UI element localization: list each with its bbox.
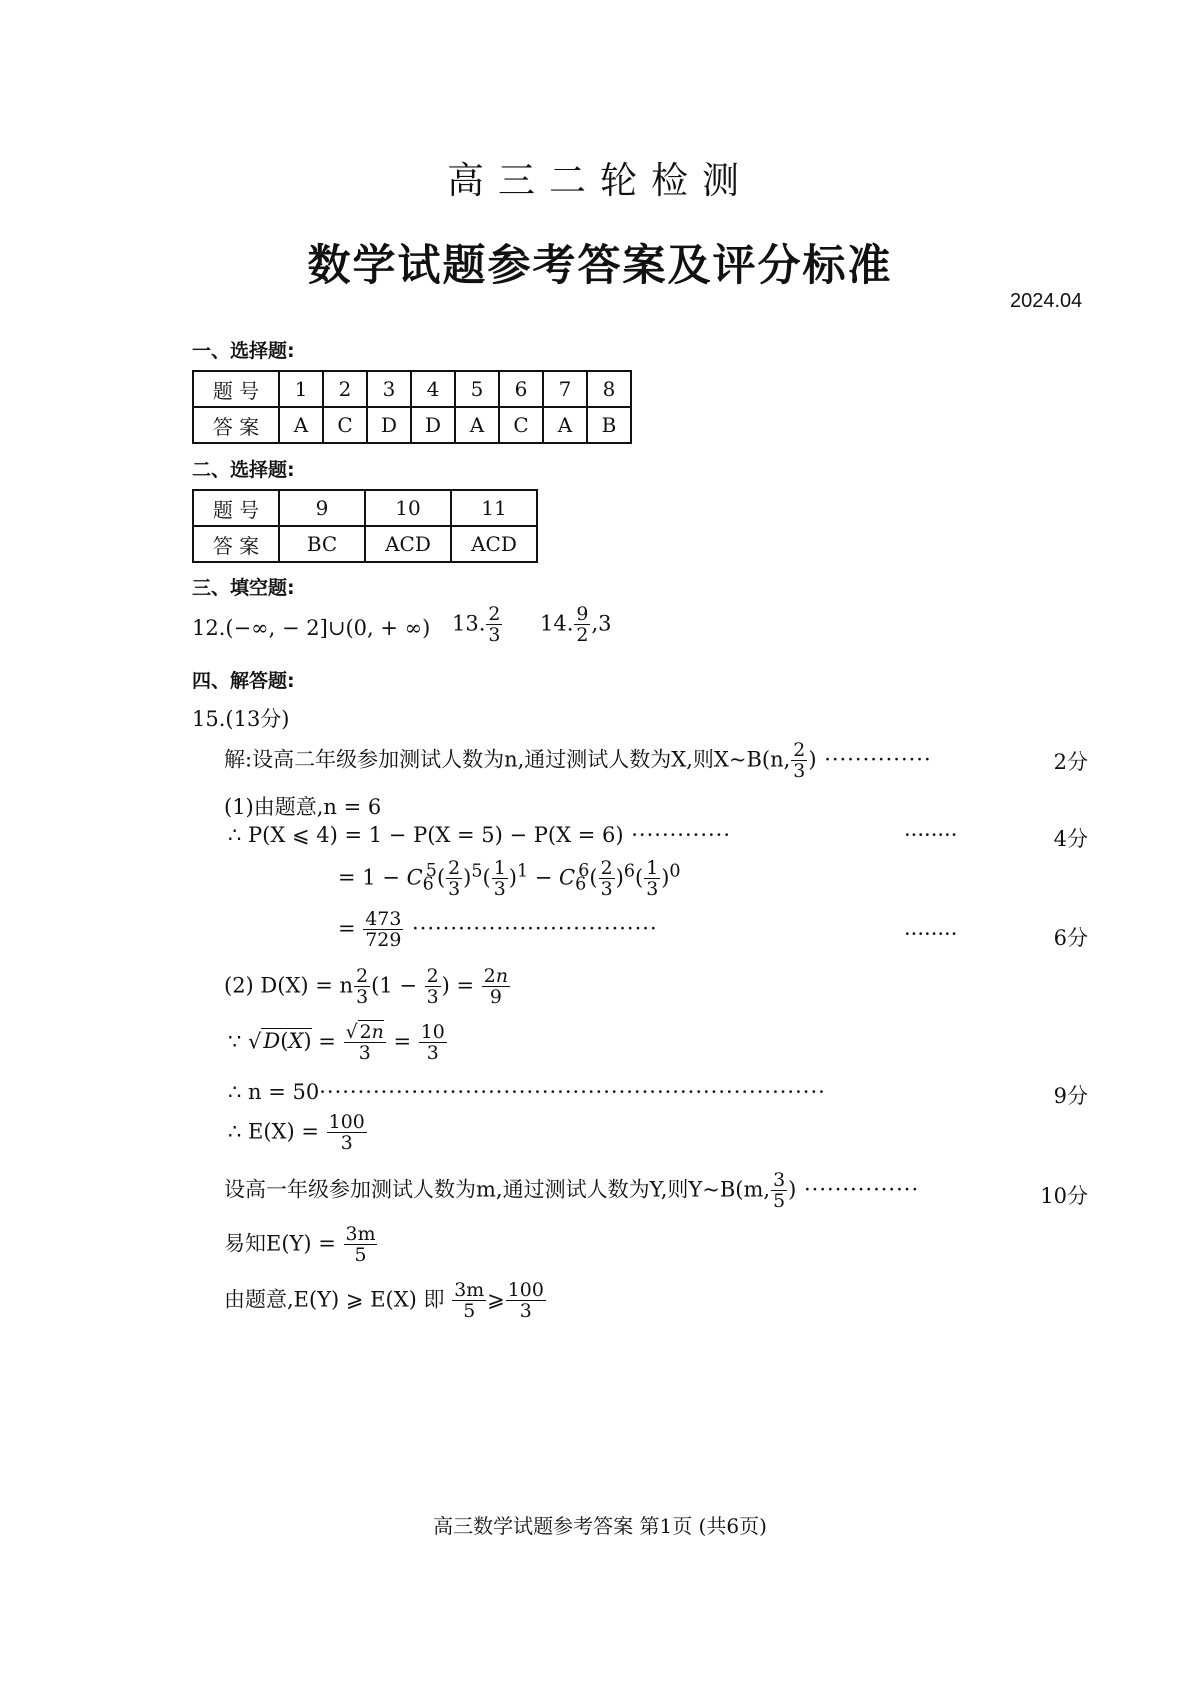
answer-cell: ACD: [365, 526, 451, 562]
question-number: 9: [279, 490, 365, 526]
dot-leader: ········: [904, 922, 958, 946]
exam-date: 2024.04: [1010, 290, 1083, 312]
section-heading-solutions: 四、解答题:: [192, 670, 295, 692]
sqrt-expression: ∵ √D(X) = $\frac{√ 2n}{3}$ = $\frac{10}{3}$: [228, 1021, 445, 1065]
section-heading-multi-choice: 二、选择题:: [192, 459, 295, 481]
answer-cell: ACD: [451, 526, 537, 562]
fraction: $\frac{473}{729}$: [365, 908, 402, 952]
page-title: 高三二轮检测: [447, 159, 753, 202]
solution-line: ∴ P(X ⩽ 4) = 1 − P(X = 5) − P(X = 6) ·············: [228, 823, 732, 847]
score-mark: 4分: [1053, 827, 1088, 851]
q14-suffix: ,3: [591, 611, 612, 636]
answer-cell: A: [279, 407, 323, 443]
answer-table-1: [192, 370, 632, 444]
question-number: 7: [543, 371, 587, 407]
part-1-label: (1)由题意,n = 6: [224, 795, 382, 819]
row-label: 题 号: [193, 371, 279, 407]
question-number: 11: [451, 490, 537, 526]
page-subtitle: 数学试题参考答案及评分标准: [307, 241, 893, 291]
answer-cell: C: [323, 407, 367, 443]
table-row: [193, 526, 537, 562]
question-number: 10: [365, 490, 451, 526]
table-row: [193, 490, 537, 526]
answer-q12: 12.(−∞, − 2]∪(0, + ∞): [192, 616, 431, 640]
fraction: $\frac{2}{3}$: [488, 603, 501, 647]
question-number: 1: [279, 371, 323, 407]
table-row: [193, 407, 631, 443]
answer-cell: BC: [279, 526, 365, 562]
q13-prefix: 13.: [452, 611, 486, 636]
expectation-y: 易知E(Y) = $\frac{3m}{5}$: [224, 1223, 376, 1267]
row-label: 题 号: [193, 490, 279, 526]
part-2-expression: (2) D(X) = n $\frac{2}{3}$ (1 − $\frac{2}{3}$ ) = $\frac{2n}{9}$: [224, 965, 508, 1009]
solution-line: ∴ n = 50··································································: [228, 1080, 826, 1104]
answer-cell: A: [543, 407, 587, 443]
question-number: 3: [367, 371, 411, 407]
dot-leader: ········: [904, 823, 958, 847]
answer-cell: B: [587, 407, 631, 443]
row-label: 答 案: [193, 526, 279, 562]
fraction: $\frac{9}{2}$: [576, 603, 589, 647]
section-heading-choice: 一、选择题:: [192, 340, 295, 362]
score-mark: 9分: [1053, 1084, 1088, 1108]
page-footer: 高三数学试题参考答案 第1页 (共6页): [433, 1514, 767, 1538]
table-row: [193, 371, 631, 407]
answer-cell: D: [411, 407, 455, 443]
answer-cell: A: [455, 407, 499, 443]
solution-line: 设高一年级参加测试人数为m,通过测试人数为Y,则Y~B(m, $\frac{3}{5}$ ) ···············: [224, 1169, 920, 1213]
score-mark: 10分: [1040, 1184, 1088, 1208]
row-label: 答 案: [193, 407, 279, 443]
inequality-line: 由题意,E(Y) ⩾ E(X) 即 $\frac{3m}{5}$ ⩾ $\frac{100}{3}$: [224, 1279, 544, 1323]
question-number: 6: [499, 371, 543, 407]
math-expression: = $1 - C_6^5$( $\frac{2}{3}$ )$^5$( $\frac{1}{3}$ )$^1 - C_6^6$( $\frac{2}{3}$ )$^6$( $\frac{1}{3}$ )$^0$: [338, 857, 681, 901]
answer-cell: C: [499, 407, 543, 443]
solution-line: = $\frac{473}{729}$ ································: [338, 908, 658, 952]
expectation-x: ∴ E(X) = $\frac{100}{3}$: [228, 1111, 365, 1155]
question-number: 5: [455, 371, 499, 407]
answer-table-2: [192, 489, 538, 563]
score-mark: 6分: [1053, 926, 1088, 950]
score-mark: 2分: [1053, 750, 1088, 774]
q14-prefix: 14.: [540, 611, 574, 636]
solution-line: 解:设高二年级参加测试人数为n,通过测试人数为X,则X~B(n, $\frac{2}{3}$ ) ··············: [224, 739, 932, 783]
question-number: 2: [323, 371, 367, 407]
section-heading-fill-blank: 三、填空题:: [192, 577, 295, 599]
answer-q14: [540, 604, 611, 646]
question-number: 8: [587, 371, 631, 407]
question-number: 4: [411, 371, 455, 407]
answer-cell: D: [367, 407, 411, 443]
answer-q13: [452, 604, 503, 646]
question-15-heading: 15.(13分): [192, 707, 290, 731]
